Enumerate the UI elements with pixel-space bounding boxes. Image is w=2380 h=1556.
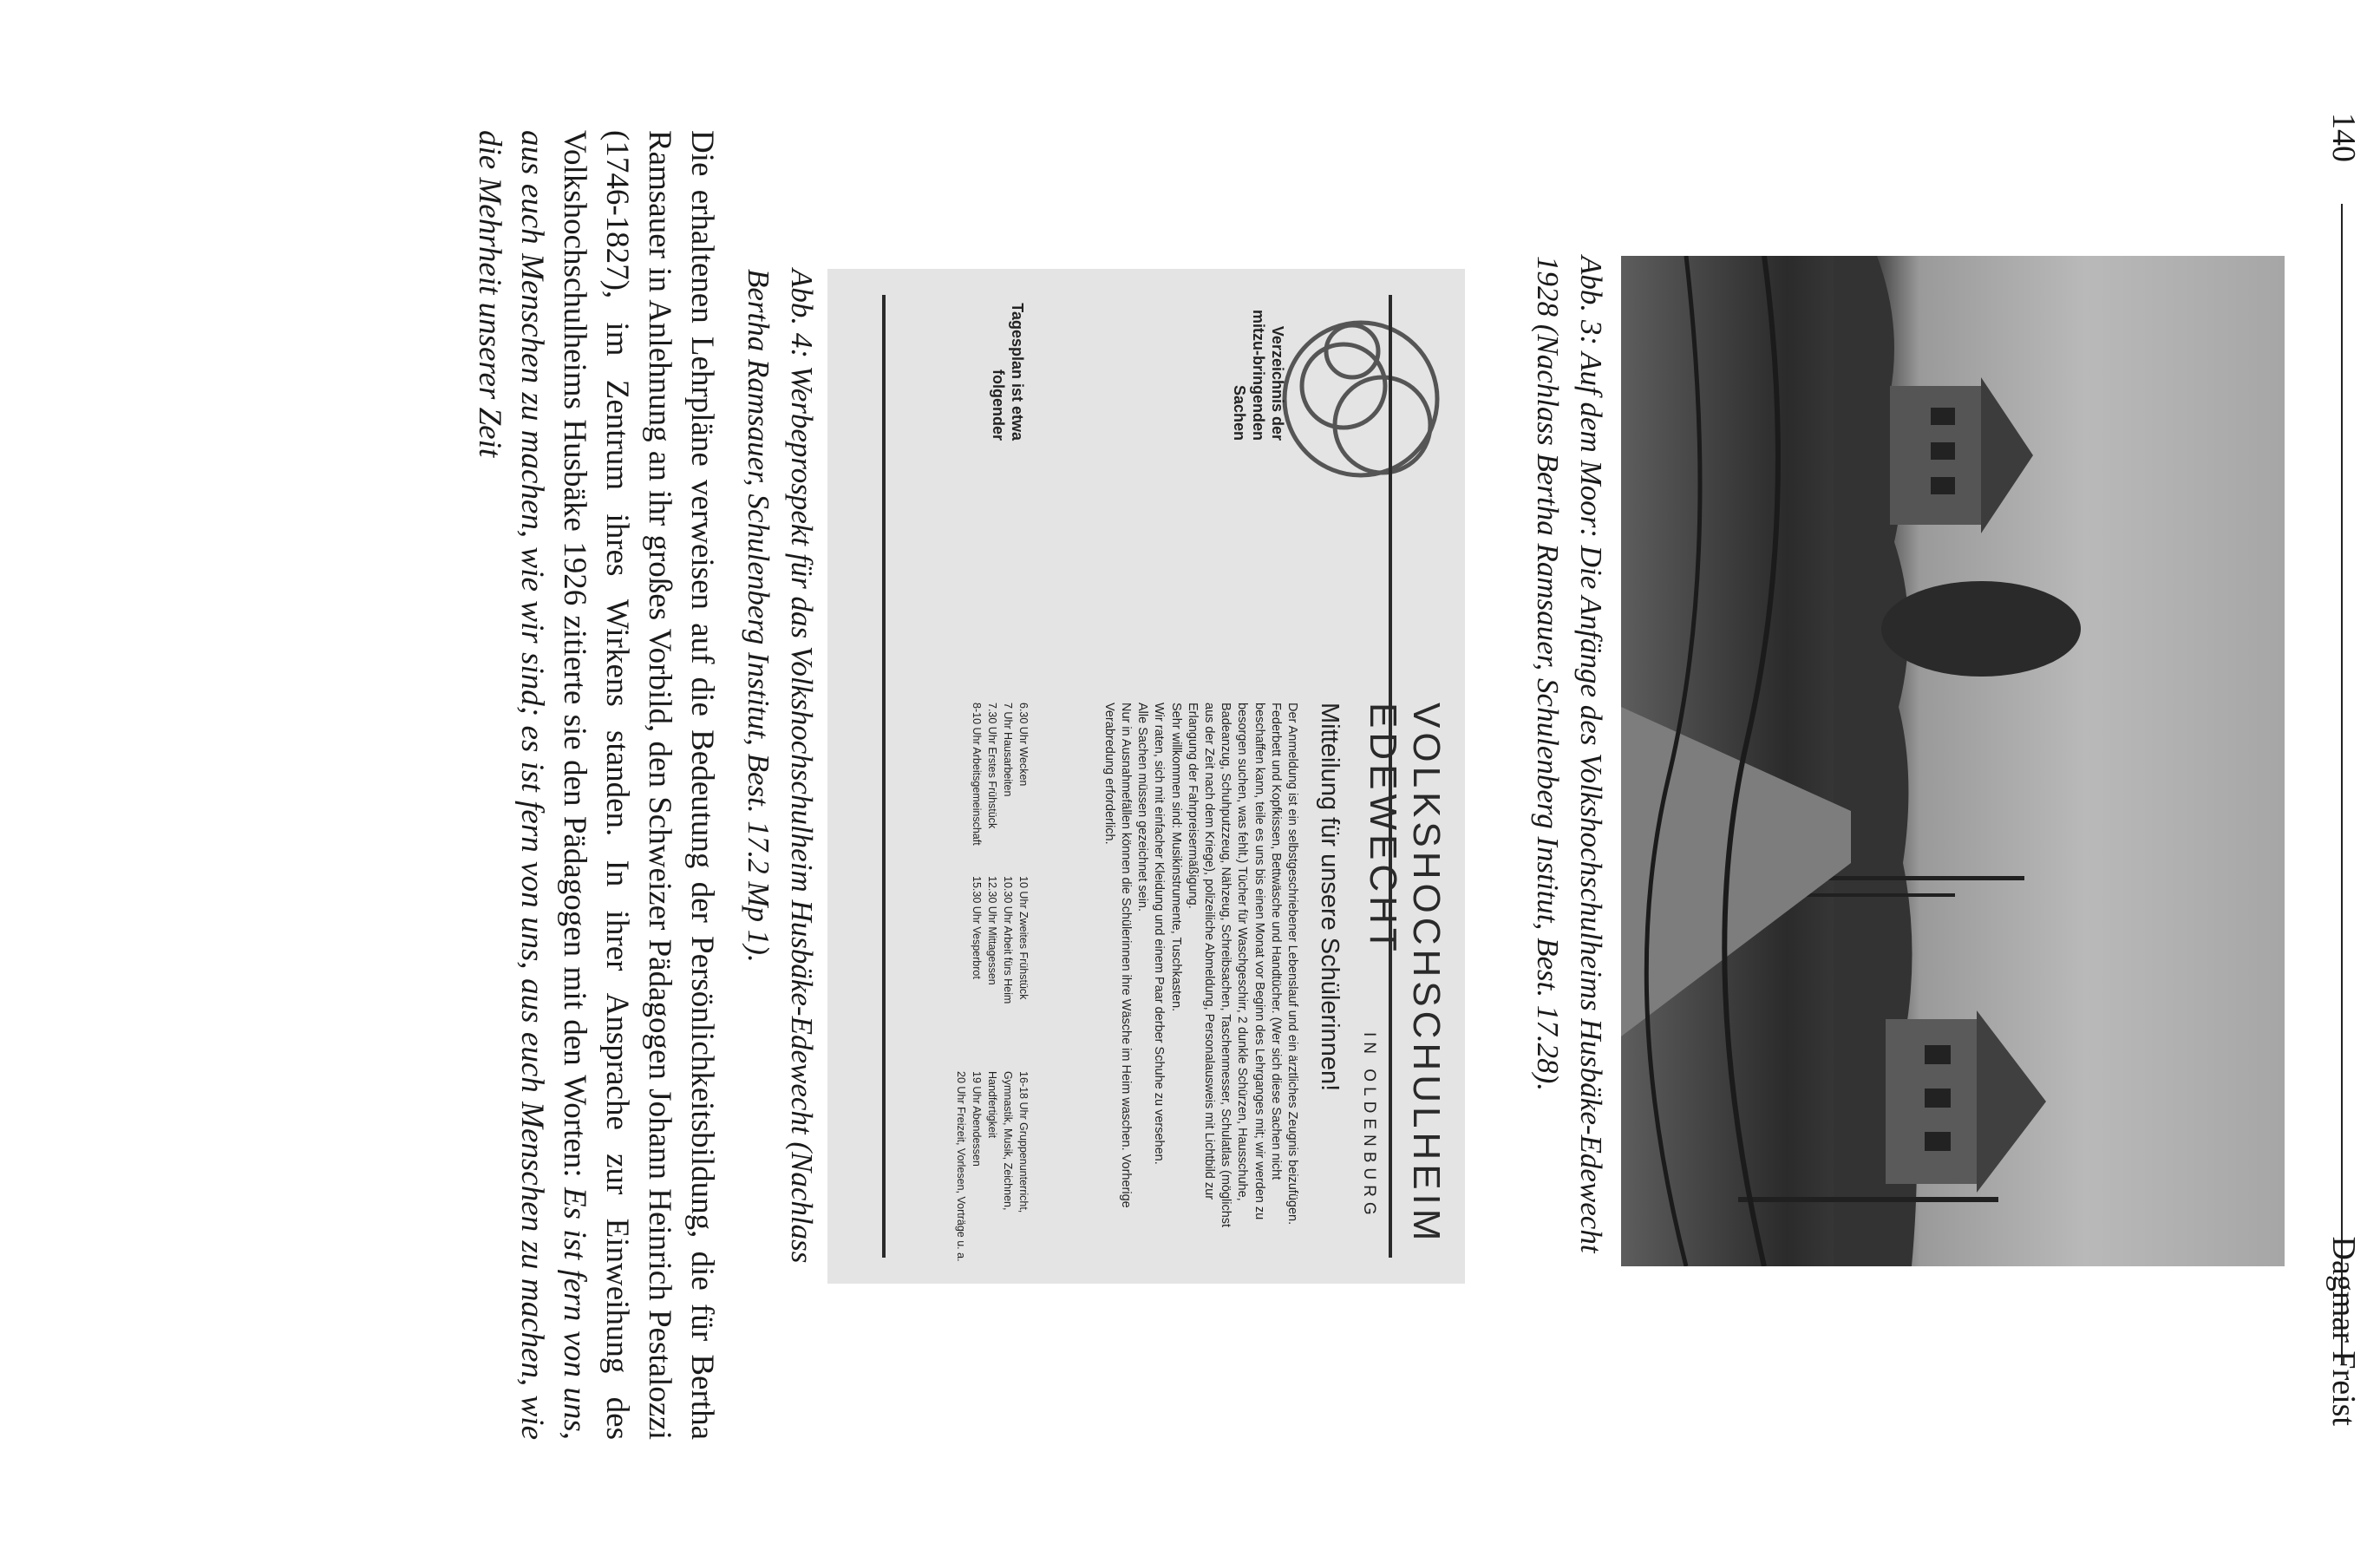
schedule-column-1 [969, 703, 1031, 846]
figure-3-caption: Abb. 3: Auf dem Moor: Die Anfänge des Volkshochschulheims Husbäke-Edewecht 1928 (Nachlass Bertha Ramsauer, Schulenberg Institut, Best. 17.28). [1531, 256, 1608, 1253]
body-paragraph [468, 130, 723, 1440]
flyer-body [1101, 703, 1300, 1236]
flyer-subtitle: IN OLDENBURG [1360, 1032, 1378, 1220]
schedule-entry: 12.30 Uhr Mittagessen [986, 876, 998, 985]
photo-scene [1621, 256, 2285, 1266]
pestalozzi-quote: Es ist fern von uns, aus euch Menschen zu machen, wie wir sind; es ist fern von uns, aus euch Menschen zu machen, wie die Mehrheit unserer Zeit [472, 130, 592, 1440]
schedule-entry: 8-10 Uhr Arbeitsgemeinschaft [971, 703, 983, 846]
flyer-paragraph: Alle Sachen müssen gezeichnet sein. [1135, 703, 1150, 912]
flyer-paragraph: Federbett und Kopfkissen, Bettwäsche und Handtücher. (Wer sich diese Sachen nicht beschaffen kann, teile es uns bis einen Monat vor Beginn des Lehrganges mit; wir werden zu besorgen suchen, was fehlt.) Tücher für Waschgeschirr, 2 dunkle Schürzen, Hausschuhe, Badeanzug, Schuhputzzeug, Nähzeug, Schreibsachen, Taschenmesser, Schulatlas (möglichst aus der Zeit nach dem Kriege), polizeiliche Abmeldung, Personalausweis mit Lichtbild zur Erlangung der Fahrpreisermäßigung. [1185, 703, 1283, 1228]
flyer-heading: Mitteilung für unsere Schülerinnen! [1316, 703, 1344, 1092]
flyer-paragraph: Der Anmeldung ist ein selbstgeschriebener Lebenslauf und ein ärztliches Zeugnis beizufügen. [1285, 703, 1299, 1226]
moor-photograph [1621, 256, 2285, 1266]
figure-4-caption: Abb. 4: Werbeprospekt für das Volkshochschulheim Husbäke-Edewecht (Nachlass Bertha Ramsauer, Schulenberg Institut, Best. 17.2 Mp 1). [742, 269, 819, 1264]
flyer-bottom-rule [882, 295, 886, 1258]
page-number: 140 [2325, 113, 2362, 162]
schedule-entry: 15.30 Uhr Vesperbrot [971, 876, 983, 979]
schedule-entry: 7 Uhr Hausarbeiten [1002, 703, 1014, 797]
schedule-label: Tagesplan ist etwa folgender [990, 303, 1026, 441]
schedule-column-3 [953, 1071, 1031, 1262]
rings-logo [1274, 304, 1456, 486]
body-text: Die erhaltenen Lehrpläne verweisen auf die Bedeutung der Persönlichkeitsbildung, die für Bertha Ramsauer in Anlehnung an ihr großes Vorbild, den Schweizer Pädagogen Johann Heinrich Pestalozzi (1746-1827), im Zentrum ihres Wirkens standen. In ihrer Ansprache zur Einweihung des Volkshochschulheims Husbäke 1926 zitierte sie den Pädagogen mit den Worten: [557, 130, 720, 1440]
schedule-entry: 19 Uhr Abendessen [971, 1071, 983, 1167]
flyer-paragraph: Wir raten, sich mit einfacher Kleidung und einem Paar derber Schuhe zu versehen. [1152, 703, 1167, 1165]
items-label: Verzeichnis der mitzu-bringenden Sachen [1231, 310, 1286, 441]
schedule-entry: 16-18 Uhr Gruppenunterricht, Gymnastik, Musik, Zeichnen, Handfertigkeit [986, 1071, 1030, 1213]
schedule-column-2 [969, 876, 1031, 1004]
header-rule [2341, 204, 2343, 1365]
flyer-title-rule [1389, 295, 1392, 1258]
schedule-entry: 10.30 Uhr Arbeit fürs Heim [1002, 876, 1014, 1004]
schedule-entry: 10 Uhr Zweites Frühstück [1017, 876, 1030, 1000]
flyer-paragraph: Sehr willkommen sind: Musikinstrumente, Tuschkasten. [1168, 703, 1183, 1012]
flyer-paragraph: Nur in Ausnahmefällen können die Schülerinnen ihre Wäsche im Heim waschen. Vorherige Verabredung erforderlich. [1102, 703, 1133, 1208]
schedule-entry: 20 Uhr Freizeit, Vorlesen, Vorträge u. a. [955, 1071, 967, 1262]
running-header-author: Dagmar Freist [2325, 1236, 2362, 1426]
schedule-entry: 6.30 Uhr Wecken [1017, 703, 1030, 787]
schedule-entry: 7.30 Uhr Erstes Frühstück [986, 703, 998, 829]
flyer-title: VOLKSHOCHSCHULHEIM EDEWECHT [1362, 703, 1448, 1245]
advertising-flyer [827, 269, 1465, 1284]
